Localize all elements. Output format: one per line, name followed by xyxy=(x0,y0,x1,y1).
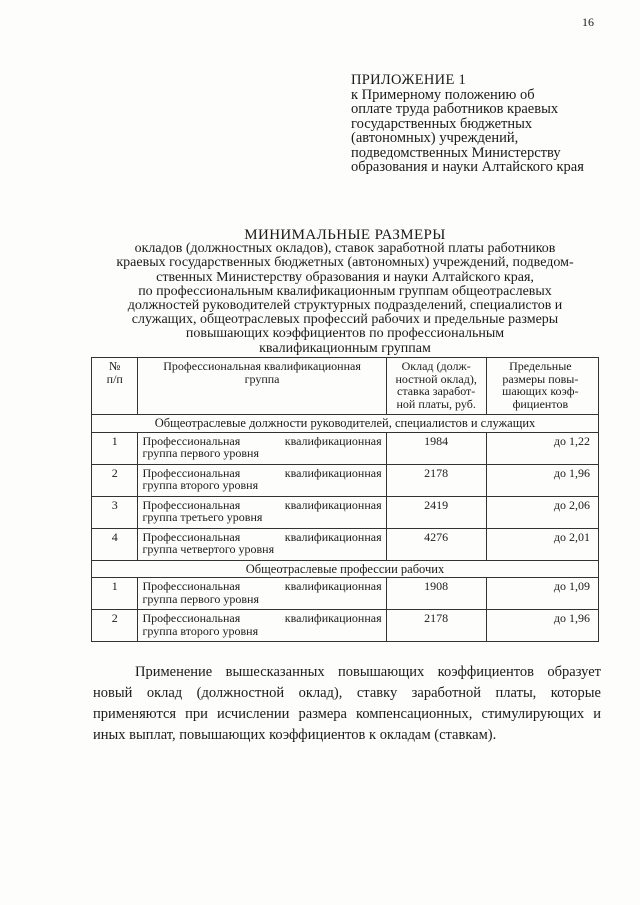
row-num: 1 xyxy=(92,432,138,464)
header-coef: Предельные размеры повы- шающих коэф- фициентов xyxy=(486,358,598,415)
row-coef: до 1,96 xyxy=(486,464,598,496)
appendix-line: государственных бюджетных xyxy=(351,115,533,132)
row-num: 1 xyxy=(92,578,138,610)
row-salary: 1984 xyxy=(386,432,486,464)
page-number: 16 xyxy=(582,15,594,29)
row-group: Профессиональная квалификационная группа первого уровня xyxy=(138,578,386,610)
section-row xyxy=(92,415,599,433)
row-num: 2 xyxy=(92,610,138,642)
row-group: Профессиональная квалификационная группа третьего уровня xyxy=(138,496,386,528)
title-line: должностей руководителей структурных подразделений, специалистов и xyxy=(127,298,563,314)
row-group: Профессиональная квалификационная группа второго уровня xyxy=(138,610,386,642)
footer-paragraph xyxy=(93,662,601,746)
section-title: Общеотраслевые профессии рабочих xyxy=(92,560,599,578)
section-row xyxy=(92,560,599,578)
appendix-line: оплате труда работников краевых xyxy=(351,101,559,117)
header-group: Профессиональная квалификационная группа xyxy=(138,358,386,415)
title-line: служащих, общеотраслевых профессий рабочих и предельные размеры xyxy=(131,312,559,328)
row-coef: до 2,01 xyxy=(486,528,598,560)
row-coef: до 1,09 xyxy=(486,578,598,610)
qualification-table xyxy=(91,357,599,642)
row-coef: до 2,06 xyxy=(486,496,598,528)
row-salary: 2419 xyxy=(386,496,486,528)
table-row xyxy=(92,610,599,642)
header-num: № п/п xyxy=(92,358,138,415)
title-main: МИНИМАЛЬНЫЕ РАЗМЕРЫ xyxy=(244,227,446,243)
row-num: 2 xyxy=(92,464,138,496)
table-row xyxy=(92,464,599,496)
section-title: Общеотраслевые должности руководителей, специалистов и служащих xyxy=(92,415,599,433)
header-salary: Оклад (долж- ностной оклад), ставка заработ- ной платы, руб. xyxy=(386,358,486,415)
title-line: повышающих коэффициентов по профессиональным xyxy=(185,326,505,342)
title-line: краевых государственных бюджетных (автономных) учреждений, подведом- xyxy=(116,255,574,271)
appendix-line: к Примерному положению об xyxy=(351,86,535,103)
row-salary: 2178 xyxy=(386,464,486,496)
appendix-line: (автономных) учреждений, xyxy=(351,130,519,146)
title-line: ственных Министерству образования и науки Алтайского края, xyxy=(156,269,534,285)
title-line: по профессиональным квалификационным группам общеотраслевых xyxy=(138,283,552,299)
appendix-line: образования и науки Алтайского края xyxy=(351,159,584,175)
table-row xyxy=(92,432,599,464)
title-line: квалификационным группам xyxy=(259,340,431,356)
appendix-line: подведомственных Министерству xyxy=(351,144,561,161)
row-group: Профессиональная квалификационная группа четвертого уровня xyxy=(138,528,386,560)
table-row xyxy=(92,578,599,610)
row-coef: до 1,22 xyxy=(486,432,598,464)
table-row xyxy=(92,528,599,560)
row-salary: 2178 xyxy=(386,610,486,642)
row-group: Профессиональная квалификационная группа первого уровня xyxy=(138,432,386,464)
row-num: 3 xyxy=(92,496,138,528)
title-line: окладов (должностных окладов), ставок заработной платы работников xyxy=(134,241,556,257)
appendix-heading: ПРИЛОЖЕНИЕ 1 xyxy=(351,72,467,88)
table-row xyxy=(92,496,599,528)
table-header-row xyxy=(92,358,599,415)
row-coef: до 1,96 xyxy=(486,610,598,642)
footer-text: Применение вышесказанных повышающих коэффициентов образует новый оклад (должностной оклад), ставку заработной платы, которые применяются при исчислении размера компенсационных, стимулирующих и иных выплат, повышающих коэффициентов к окладам (ставкам). xyxy=(93,664,601,743)
appendix-block xyxy=(351,73,621,175)
row-salary: 4276 xyxy=(386,528,486,560)
document-title xyxy=(80,228,610,356)
row-num: 4 xyxy=(92,528,138,560)
row-group: Профессиональная квалификационная группа второго уровня xyxy=(138,464,386,496)
row-salary: 1908 xyxy=(386,578,486,610)
